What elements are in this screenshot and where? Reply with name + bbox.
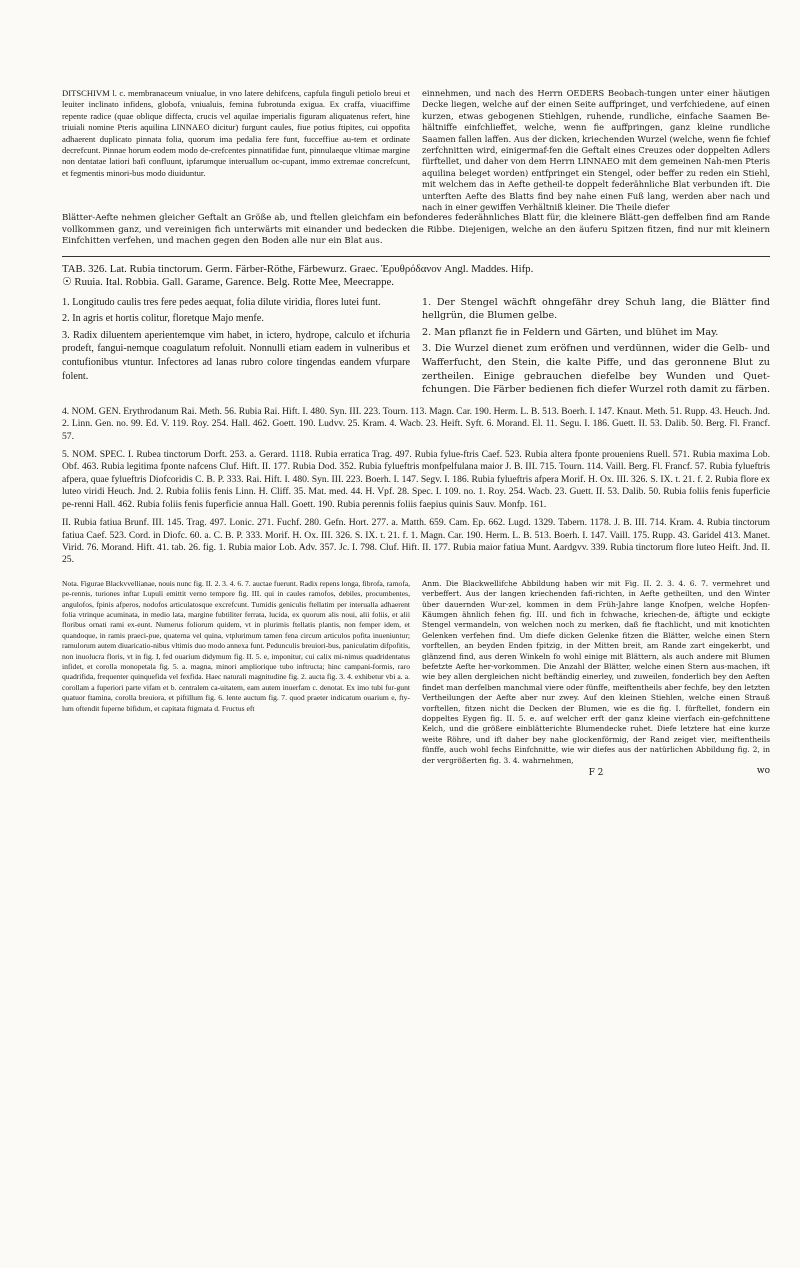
tab-heading-line-1: TAB. 326. Lat. Rubia tinctorum. Germ. Färber-Röthe, Färbewurz. Graec. Ἐρυθρόδανον Angl. Maddes. Hifp. (62, 262, 534, 275)
signature-mark: F 2 (588, 768, 604, 779)
tab-heading (62, 263, 770, 290)
notes-section (62, 579, 770, 779)
note-german-text: Anm. Die Blackwellifche Abbildung haben wir mit Fig. II. 2. 3. 4. 6. 7. vermehret und verbeffert. Aus der langen kriechenden fafi-richten, in Aefte getheilten, und den Winter über dauernden Wur-zel, kommen in dem Früh-Jahre lange Knofpen, welche Hopfen-Käumgen ähnlich fehen fig. III. und fich in fchwache, kriechen-de, äftigte und eckigte Stengel vermandeln, von welchen noch zu merken, daß fie ftachlicht, und mit knotichten Gelenken verfehen find. Um diefe dicken Gelenke fitzen die Blätter, welche einen Stern vorftellen, an beyden Enden fpitzig, in der Mitten breit, am Rande zart eingekerbt, und glänzend find, aus deren Winkeln fo wohl einige mit Blättern, als auch andere mit Blumen befetzte Aefte her-vorkommen. Die Anzahl der Blätter, welche einen Stern aus-machen, ift wie bey allen dergleichen nicht beftändig einerley, und zuweilen, fonderlich bey den Aeften findet man derfelben manchmal viere oder fünffe, meiftentheils aber fechfe, bey den letzten Vertheilungen der Aefte aber nur zwey. Auf den kleinen Stiehlen, welche einen Strauß vorftellen, fitzen nicht die Decken der Blumen, wie es die fig. I. fürftellet, fondern ein doppeltes Eygen fig. II. 5. e. auf welcher erft der ganz kleine vierfach ein-gefchnittene Kelch, und die größere einblätterichte Blumendecke ruhet. Diefe letztere hat eine kurze weite Röhre, und ift daher bey nahe glockenförmig, der Rand zeiget vier, meiftentheils fünffe, auch wohl fechs Einfchnitte, wie wir diefes aus der natürlichen Abbildung fig. 2, in der vergrößerten fig. 3. 4. wahrnehmen, (422, 578, 770, 765)
description-german-3: 3. Die Wurzel dienet zum eröfnen und verdünnen, wider die Gelb- und Wafferfucht, den Stein, die kalte Piffe, und das geronnene Blut zu zertheilen. Einige gebrauchen diefelbe bey Wunden und Quet-fchungen. Die Färber bedienen fich diefer Wurzel roth damit zu färben. (422, 343, 771, 396)
top-section (62, 88, 770, 213)
top-german-continuation: Blätter-Aefte nehmen gleicher Geftalt an Größe ab, und ftellen gleichfam ein befonderes federähnliches Blatt für, die kleinere Blätt-gen deffelben find am Rande vollkommen ganz, und vereinigen fich unterwärts mit einander und bedecken die Ribbe. Diejenigen, welche an den äuferu Spitzen fitzen, find nur mit kleinern Einfchitten verfehen, und machen gegen den Boden alle nur ein Blat aus. (62, 213, 770, 247)
nomen-genericum: 4. NOM. GEN. Erythrodanum Rai. Meth. 56. Rubia Rai. Hift. I. 480. Syn. III. 223. Tourn. 113. Magn. Car. 190. Herm. L. B. 513. Boerh. I. 147. Knaut. Meth. 51. Rupp. 43. Heuch. Jnd. 2. Linn. Gen. no. 99. Ed. V. 119. Roy. 254. Hall. 462. Goett. 190. Ludvv. 25. Kram. 4. Wacb. 23. Heift. Syft. 6. Morand. El. 11. Segu. I. 186. Guett. II. 53. Dalib. 50. Berg. Fl. Francf. 57. (62, 405, 770, 442)
note-latin: Nota. Figurae Blackvvellianae, nouis nunc fig. II. 2. 3. 4. 6. 7. auctae fuerunt. Radix repens longa, fibrofa, ramofa, pe-rennis, turiones inftar Lupuli emittit verno tempore fig. III. qui in caules ramofos, debiles, procumbentes, angulofos, fpinis afperos, nodofos articulatosque excrefcunt. Tumidis geniculis ftellatim per interualla adhaerent folia vtrinque acuminata, in medio lata, margine fubtiliter ferrata, lucida, ex quorum alis noui, alii foliis, et alii floribus ornati rami ex-eunt. Numerus foliorum quidem, vt in plurimis ftellatis plantis, non femper idem, et quandoque, in ramis praeci-pue, quaterna vel quina, vtplurimum tamen fena circum articulos pofita inueniuntur; ramulorum autem diuaricatio-nibus vltimis duo modo annexa funt. Pedunculis breuiori-bus, paniculatim difpofitis, non inuolucra floris, vt in fig. I, fed ouarium didymum fig. II. 5. e, imponitur, cui calix mi-nimus quadridentatus infidet, et corolla monopetala fig. 5. a. magna, minori ampliorique tubo inftructa; hinc campani-formis, raro quadrifida, frequenter quinquefida vel fexfida. Haec naturali magnitudine fig. 2. aucta fig. 3. 4. exhibetur vbi a. a. corollam a fuperiori parte vifam et b. centralem ca-uitatem, eam autem inuerfam c. denotat. Ex imo tubi fur-gunt quatuor ftamina, corolla breuiora, et piftillum fig. 6. lente auctum fig. 7. quod praeter indicatum ouarium e, fty-lum oftendit fuperne bifidum, et capitata ftigmata d. Fructus eft (62, 578, 410, 713)
description-german-1: 1. Der Stengel wächft ohngefähr drey Schuh lang, die Blätter find hellgrün, die Blumen gelbe. (422, 296, 770, 322)
description-section (62, 296, 770, 400)
section-divider (62, 256, 770, 257)
catchword: wo (756, 766, 770, 777)
page (62, 88, 770, 778)
page-footer (422, 766, 770, 778)
description-latin-2: 2. In agris et hortis colitur, floretque Majo menfe. (62, 313, 264, 325)
rubia-sativa-synonyms: II. Rubia fatiua Brunf. III. 145. Trag. 497. Lonic. 271. Fuchf. 280. Gefn. Hort. 277. a. Matth. 659. Cam. Ep. 662. Lugd. 1329. Tabern. 1178. J. B. III. 714. Kram. 4. Rubia tinctorum fatiua Caef. 523. Cord. in Diofc. 60. a. C. B. P. 333. Morif. H. Ox. III. 326. S. IX. t. 21. f. 1. Magn. Car. 190. Herm. L. B. 513. Boerh. I. 147. Vaill. 175. Rupp. 43. Garidel 413. Manet. Virid. 76. Morand. Hift. 41. tab. 26. fig. 1. Rubia maior Lob. Adv. 357. Jc. I. 798. Cluf. Hift. II. 177. Rubia maior fatiua Munt. Aardgvv. 339. Rubia tinctorum flore luteo Heift. Jnd. II. 25. (62, 517, 770, 566)
nomen-specificum: 5. NOM. SPEC. I. Rubea tinctorum Dorft. 253. a. Gerard. 1118. Rubia erratica Trag. 497. Rubia fylue-ftris Caef. 523. Rubia altera fponte proueniens Ruell. 571. Rubia maxima Lob. Obf. 463. Rubia legitima fponte nafcens Cluf. Hift. II. 177. Rubia Dod. 352. Rubia fylueftris monfpelfulana maior J. B. III. 715. Tourn. 114. Vaill. Berg. Fl. Francf. 57. Rubia fylueftris afpera, quae fylueftris Diofcoridis C. B. P. 333. Rai. Hift. I. 480. Syn. III. 223. Boerh. I. 147. Segv. I. 186. Rubia fylueftris afpera Morif. H. Ox. III. 326. S. IX. t. 21. f. 2. Rubia flore ex luteo viridi Heuch. Jnd. 2. Rubia foliis fenis Linn. H. Cliff. 35. Mat. med. 44. H. Vpf. 28. Spec. I. 109. no. 1. Roy. 254. Wacb. 23. Guett. II. 53. Dalib. 50. Rubia foliis fenis fuperficie pe-renni Hall. 462. Rubia foliis fenis fuperficie annua Hall. Goett. 190. Rubia perennis foliis faepius quinis Sauv. Monfp. 161. (62, 449, 770, 510)
description-latin (62, 296, 410, 400)
top-latin-text: DITSCHIVM l. c. membranaceum vniualue, in vno latere dehifcens, capfula finguli petiolo breui et leuiter inclinato infidens, globofa, vniualuis, femina fubrotunda exigua. Ex craffa, viuaciffime repente radice (quae oblique diffecta, crucis vel aquilae imperialis figuram aliquatenus refert, hine triuiali nomine Pteris aquilina LINNAEO dicitur) furgunt caules, fiue potius ftipites, cui oppofita adhaerent duplicato pinnata folia, quorum ima pedalia fere funt, fucceffiue au-tem et ordinate decrefcunt. Pinnae horum eodem modo de-crefcentes pinnatifidae funt, pinnulaeque vltimae margine non dentatae latiori bafi confluunt, ipfarumque interuallum oc-cupant, immo extremae concrefcunt, et fegmentis minori-bus modo diuiduntur. (62, 88, 410, 178)
description-latin-1: 1. Longitudo caulis tres fere pedes aequat, folia dilute viridia, flores lutei funt. (62, 296, 381, 308)
description-german (422, 296, 770, 400)
description-latin-3: 3. Radix diluentem aperientemque vim habet, in ictero, hydrope, calculo et ifchuria prodeft, fangui-nemque coagulatum refoluit. Nonnulli etiam eadem in vulneribus et contufionibus vtuntur. Infectores ad lanas rubro colore tingendas eandem vfurpare folent. (62, 329, 410, 382)
tab-heading-line-2: ☉ Ruuia. Ital. Robbia. Gall. Garame, Garence. Belg. Rotte Mee, Meecrappe. (62, 276, 394, 289)
description-german-2: 2. Man pflanzt fie in Feldern und Gärten, und blühet im May. (422, 326, 719, 338)
note-german (422, 579, 770, 779)
top-german-text: einnehmen, und nach des Herrn OEDERS Beobach-tungen unter einer häutigen Decke liegen, welche auf der einen Seite auffpringet, und verfchiedene, auf einen kurzen, etwas gebogenen Stiehlgen, ruhende, rundliche, einfache Saamen Be-hältniffe einfchlieffet, welche, wenn fie auffpringen, ganz kleine rundliche Saamen fallen laffen. Aus der dicken, kriechenden Wurzel (welche, wenn fie fchief zerfchnitten wird, einigermaf-fen die Geftalt eines Creuzes oder doppelten Adlers fürftellet, und daher von dem Herrn LINNAEO mit dem gemeinen Nah-men Pteris aquilina beleget worden) entfpringet ein Stengel, oder beffer zu reden ein Stiehl, mit welchem das in Aefte getheil-te doppelt federähnliche Blat verbunden ift. Die unterften Aefte des Blatts find bey nahe einen Fuß lang, werden aber nach und nach in einer gewiffen Verhältniß kleiner. Die Theile diefer (422, 88, 770, 213)
